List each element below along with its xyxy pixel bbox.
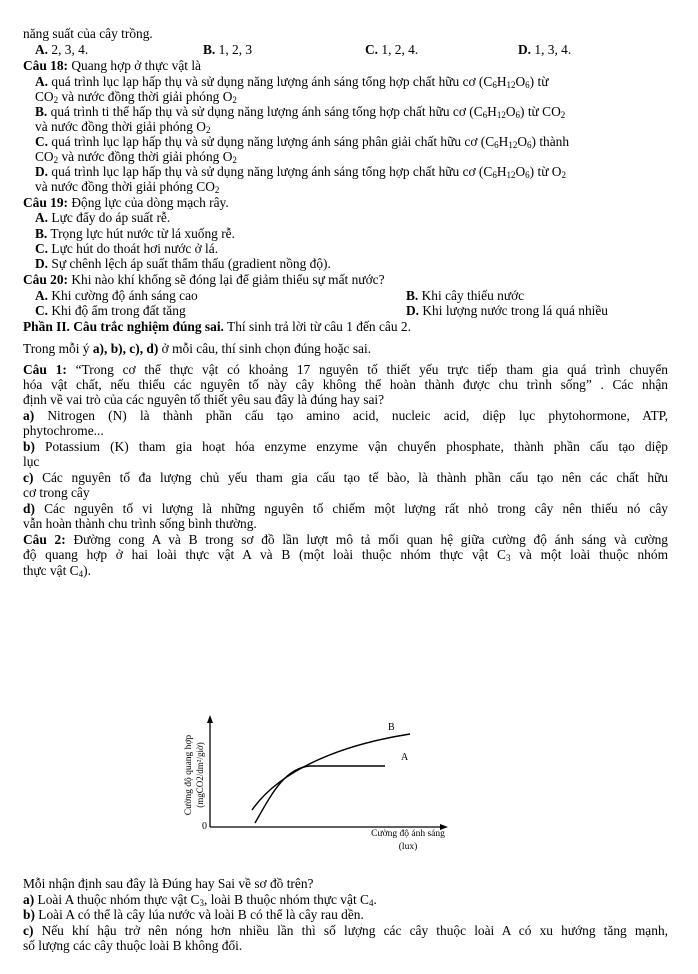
q18-b-line2: và nước đồng thời giải phóng $O_2$ xyxy=(35,119,211,135)
after-c-text: Nếu khí hậu trở nên nóng hơn nhiều lần thì số lượng các cây thuộc loài A có xu hướng tăng mạnh, xyxy=(41,923,668,938)
c1-line1 xyxy=(23,363,668,378)
q17-options-row xyxy=(35,43,655,58)
curve-b xyxy=(252,734,410,810)
after-b-text: Loài A có thể là cây lúa nước và loài B có thể là cây rau dền. xyxy=(38,907,364,922)
q19-option-c[interactable]: C. Lực hút do thoát hơi nước ở lá. xyxy=(35,241,219,256)
q20-c-text: Khi độ ẩm trong đất tăng xyxy=(51,303,186,318)
q20-stem-text: Khi nào khí khổng sẽ đóng lại để giảm thiểu sự mất nước? xyxy=(71,272,385,287)
q18-option-d[interactable]: D. quá trình lục lạp hấp thụ và sử dụng năng lượng ánh sáng tổng hợp chất hữu cơ $(C_6H_{12}O_6)$ từ $O_2$ xyxy=(35,164,566,180)
part2-title-rest: Thí sinh trả lời từ câu 1 đến câu 2. xyxy=(227,319,411,334)
c1-l1-text: “Trong cơ thể thực vật có khoảng 17 nguyên tố thiết yếu trực tiếp tham gia quá trình chuyển xyxy=(75,362,668,377)
instr-bold: a), b), c), d) xyxy=(92,341,159,356)
q20-option-a[interactable]: A. Khi cường độ ánh sáng cao xyxy=(35,288,198,303)
q18-a-line2: $CO_2$ và nước đồng thời giải phóng $O_2$ xyxy=(35,89,237,105)
c2-line2: độ quang hợp ở hai loài thực vật A và B (một loài thuộc nhóm thực vật $C_3$ và một loài thuộc nhóm xyxy=(23,547,668,563)
q19-d-text: Sự chênh lệch áp suất thẩm thấu (gradient nồng độ). xyxy=(51,256,331,271)
c1-d-text: Các nguyên tố vi lượng là những nguyên tố chiếm một lượng rất nhỏ trong cây nên thiếu nó cây xyxy=(44,501,668,516)
q19-stem-text: Động lực của dòng mạch rây. xyxy=(71,195,229,210)
q20-stem xyxy=(23,273,385,288)
c2-label: Câu 2: xyxy=(23,532,66,547)
c1-d-line2: vẫn hoàn thành chu trình sống bình thường. xyxy=(23,516,257,531)
q17-option-a[interactable]: A. 2, 3, 4. xyxy=(35,42,89,57)
x-label-2: (lux) xyxy=(398,842,418,852)
y-label-2: (mgCO2/dm²/giờ) xyxy=(195,742,205,808)
origin-label: 0 xyxy=(202,821,207,832)
c1-line3: định về vai trò của các nguyên tố thiết yêu sau đây là đúng hay sai? xyxy=(23,392,385,407)
q18-a-line1: quá trình lục lạp hấp thụ và sử dụng năng lượng ánh sáng tổng hợp chất hữu cơ $(C_6H_{12}O_6)$ từ xyxy=(51,74,549,90)
part2-title xyxy=(23,320,411,335)
q20-label: Câu 20: xyxy=(23,272,69,287)
part2-instructions xyxy=(23,342,371,357)
c2-line1 xyxy=(23,533,668,548)
q19-option-a[interactable]: A. Lực đẩy do áp suất rễ. xyxy=(35,210,171,225)
curve-a xyxy=(255,766,385,823)
after-item-b[interactable]: b) Loài A có thể là cây lúa nước và loài B có thể là cây rau dền. xyxy=(23,907,364,922)
part2-title-bold: Phần II. Câu trắc nghiệm đúng sai. xyxy=(23,319,224,334)
q18-c-line2: $CO_2$ và nước đồng thời giải phóng $O_2$ xyxy=(35,149,237,165)
c1-item-c[interactable]: c) Các nguyên tố đa lượng chủ yếu tham gia cấu tạo tế bào, là thành phần cấu tạo nên các chất hữu xyxy=(23,470,668,485)
q20-option-d[interactable]: D. Khi lượng nước trong lá quá nhiều xyxy=(406,303,609,318)
after-item-a[interactable]: a) Loài A thuộc nhóm thực vật $C_3$, loài B thuộc nhóm thực vật $C_4$. xyxy=(23,892,377,908)
instr-pre: Trong mỗi ý xyxy=(23,341,90,356)
c1-a-text: Nitrogen (N) là thành phần cấu tạo amino acid, nucleic acid, diệp lục phytohormone, ATP, xyxy=(47,408,668,423)
q19-a-text: Lực đẩy do áp suất rễ. xyxy=(51,210,171,225)
q20-a-text: Khi cường độ ánh sáng cao xyxy=(51,288,198,303)
c1-c-text: Các nguyên tố đa lượng chủ yếu tham gia cấu tạo tế bào, là thành phần cấu tạo nên các chất hữu xyxy=(42,470,668,485)
q18-d-line2: và nước đồng thời giải phóng $CO_2$ xyxy=(35,179,220,195)
curve-b-label: B xyxy=(388,722,395,733)
q19-option-b[interactable]: B. Trọng lực hút nước từ lá xuống rễ. xyxy=(35,226,235,241)
q19-c-text: Lực hút do thoát hơi nước ở lá. xyxy=(51,241,219,256)
q18-option-a[interactable]: A. quá trình lục lạp hấp thụ và sử dụng năng lượng ánh sáng tổng hợp chất hữu cơ $(C_6H_{12}O_6)$ từ xyxy=(35,74,549,90)
c1-item-d[interactable]: d) Các nguyên tố vi lượng là những nguyên tố chiếm một lượng rất nhỏ trong cây nên thiếu nó cây xyxy=(23,501,668,516)
x-label-1: Cường độ ánh sáng xyxy=(371,829,445,839)
c1-a-line2: phytochrome... xyxy=(23,423,104,438)
c1-label: Câu 1: xyxy=(23,362,67,377)
q20-option-b[interactable]: B. Khi cây thiếu nước xyxy=(406,288,525,303)
q20-d-text: Khi lượng nước trong lá quá nhiều xyxy=(422,303,609,318)
q19-option-d[interactable]: D. Sự chênh lệch áp suất thẩm thấu (gradient nồng độ). xyxy=(35,256,331,271)
c1-item-a[interactable]: a) Nitrogen (N) là thành phần cấu tạo amino acid, nucleic acid, diệp lục phytohormone, ATP, xyxy=(23,408,668,423)
q18-d-line1: quá trình lục lạp hấp thụ và sử dụng năng lượng ánh sáng tổng hợp chất hữu cơ $(C_6H_{12}O_6)$ từ $O_2$ xyxy=(51,164,566,180)
photosynthesis-graph xyxy=(170,715,470,855)
top-line: năng suất của cây trồng. xyxy=(23,26,153,41)
y-axis-arrow xyxy=(207,715,213,723)
q17-option-d[interactable]: D. 1, 3, 4. xyxy=(518,42,572,57)
after-stem: Mỗi nhận định sau đây là Đúng hay Sai về sơ đồ trên? xyxy=(23,876,314,891)
q19-b-text: Trọng lực hút nước từ lá xuống rễ. xyxy=(50,226,235,241)
c1-line2: hóa vật chất, nếu thiếu các nguyên tố này cây không thể hoàn thành được chu trình sống” . Các nhận xyxy=(23,377,668,392)
q18-b-line1: quá trình ti thể hấp thụ và sử dụng năng lượng ánh sáng tổng hợp chất hữu cơ $(C_6H_{12}O_6)$ từ $CO_2$ xyxy=(50,104,566,120)
c2-line3: thực vật $C_4$). xyxy=(23,563,91,579)
after-a-text: Loài A thuộc nhóm thực vật $C_3$, loài B thuộc nhóm thực vật $C_4$. xyxy=(37,892,377,908)
y-label-1: Cường độ quang hợp xyxy=(184,734,194,816)
after-item-c[interactable]: c) Nếu khí hậu trở nên nóng hơn nhiều lần thì số lượng các cây thuộc loài A có xu hướng tăng mạnh, xyxy=(23,923,668,938)
c2-l1-text: Đường cong A và B trong sơ đồ lần lượt mô tả mối quan hệ giữa cường độ ánh sáng và cường xyxy=(73,532,668,547)
q18-option-c[interactable]: C. quá trình lục lạp hấp thụ và sử dụng năng lượng ánh sáng phân giải chất hữu cơ $(C_6H_{12}O_6)$ thành xyxy=(35,134,570,150)
q18-stem-text: Quang hợp ở thực vật là xyxy=(71,58,202,73)
q20-b-text: Khi cây thiếu nước xyxy=(421,288,525,303)
q18-option-b[interactable]: B. quá trình ti thể hấp thụ và sử dụng năng lượng ánh sáng tổng hợp chất hữu cơ $(C_6H_{12}O_6)$ từ $CO_2$ xyxy=(35,104,566,120)
curve-a-label: A xyxy=(401,752,409,763)
q17-option-b[interactable]: B. 1, 2, 3 xyxy=(203,42,253,57)
q17-option-c[interactable]: C. 1, 2, 4. xyxy=(365,42,419,57)
instr-post: ở mỗi câu, thí sinh chọn đúng hoặc sai. xyxy=(161,341,372,356)
c1-b-text: Potassium (K) tham gia hoạt hóa enzyme enzyme vận chuyển phosphate, thành phần cấu tạo diệp xyxy=(45,439,668,454)
q18-stem xyxy=(23,59,201,74)
q20-option-c[interactable]: C. Khi độ ẩm trong đất tăng xyxy=(35,303,186,318)
q19-label: Câu 19: xyxy=(23,195,69,210)
after-c-line2: số lượng các cây thuộc loài B không đổi. xyxy=(23,938,243,953)
c1-c-line2: cơ trong cây xyxy=(23,485,90,500)
q18-c-line1: quá trình lục lạp hấp thụ và sử dụng năng lượng ánh sáng phân giải chất hữu cơ $(C_6H_{12}O_6)$ thành xyxy=(51,134,570,150)
q18-label: Câu 18: xyxy=(23,58,69,73)
q19-stem xyxy=(23,196,229,211)
c1-item-b[interactable]: b) Potassium (K) tham gia hoạt hóa enzyme enzyme vận chuyển phosphate, thành phần cấu tạo diệp xyxy=(23,439,668,454)
c1-b-line2: lục xyxy=(23,454,40,469)
